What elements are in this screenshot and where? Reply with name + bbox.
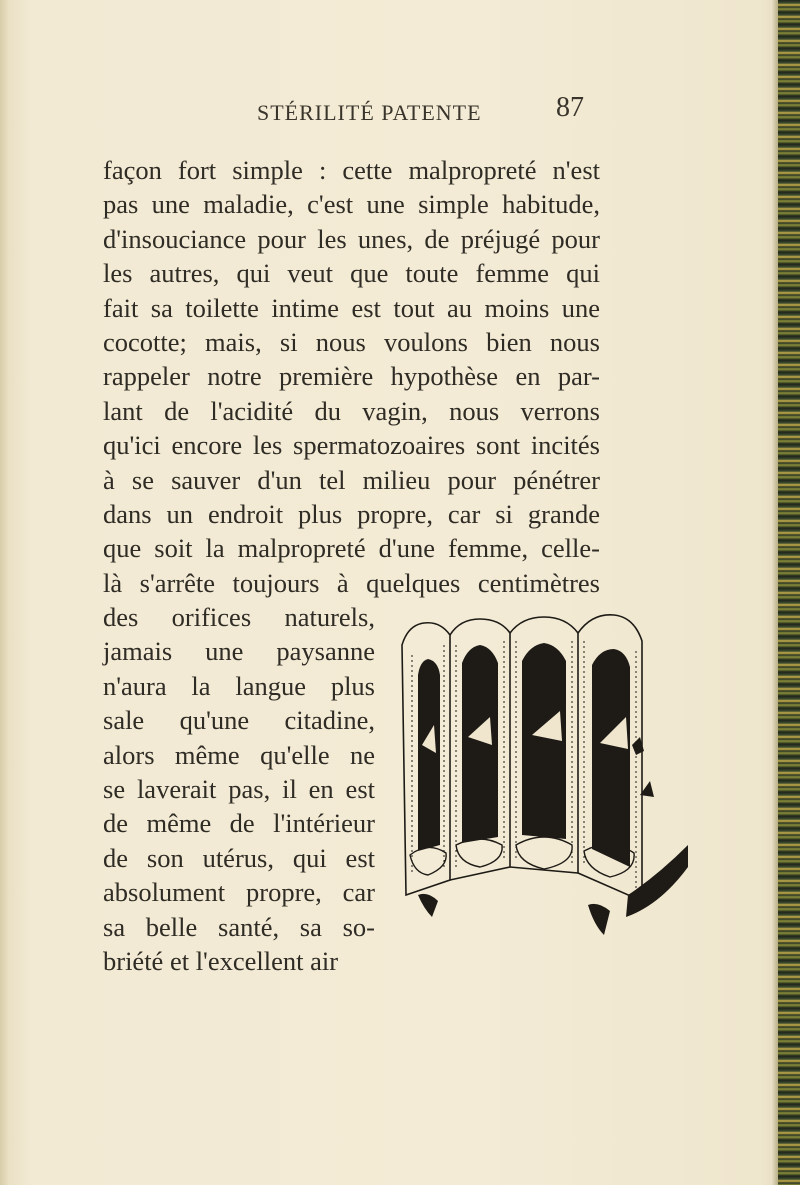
page-right-edge [778,0,800,1185]
text-line: lant de l'acidité du vagin, nous verrons [103,395,600,426]
text-line: sale qu'une citadine, [103,705,375,736]
text-line: rappeler notre première hypothèse en par- [103,361,600,392]
folding-screen-icon [388,605,688,965]
text-line: des orifices naturels, [103,602,375,633]
running-title: STÉRILITÉ PATENTE [257,100,482,125]
text-line: de son utérus, qui est [103,842,375,873]
text-line: briété et l'excellent air [103,945,339,976]
text-line: n'aura la langue plus [103,670,375,701]
text-line: pas une maladie, c'est une simple habitude, [103,189,600,220]
text-line: à se sauver d'un tel milieu pour pénétrer [103,464,600,495]
page-left-edge [0,0,10,1185]
text-line: absolument propre, car [103,877,375,908]
text-line: façon fort simple : cette malpropreté n'est [103,155,600,185]
text-line: que soit la malpropreté d'une femme, celle- [103,533,600,564]
text-line: cocotte; mais, si nous voulons bien nous [103,326,600,357]
text-line: là s'arrête toujours à quelques centimètres [103,567,600,598]
folding-screen-illustration [388,605,688,965]
page-number: 87 [556,92,584,123]
text-line: qu'ici encore les spermatozoaires sont incités [103,430,600,461]
text-line: alors même qu'elle ne [103,739,375,770]
text-line: sa belle santé, sa so- [103,911,375,942]
text-line: se laverait pas, il en est [103,774,375,805]
text-line: dans un endroit plus propre, car si grande [103,498,600,529]
text-line: fait sa toilette intime est tout au moins une [103,292,600,323]
text-line: les autres, qui veut que toute femme qui [103,258,600,289]
text-line: d'insouciance pour les unes, de préjugé pour [103,223,600,254]
text-line: de même de l'intérieur [103,808,375,839]
page-header [0,92,800,132]
text-line: jamais une paysanne [103,636,375,667]
